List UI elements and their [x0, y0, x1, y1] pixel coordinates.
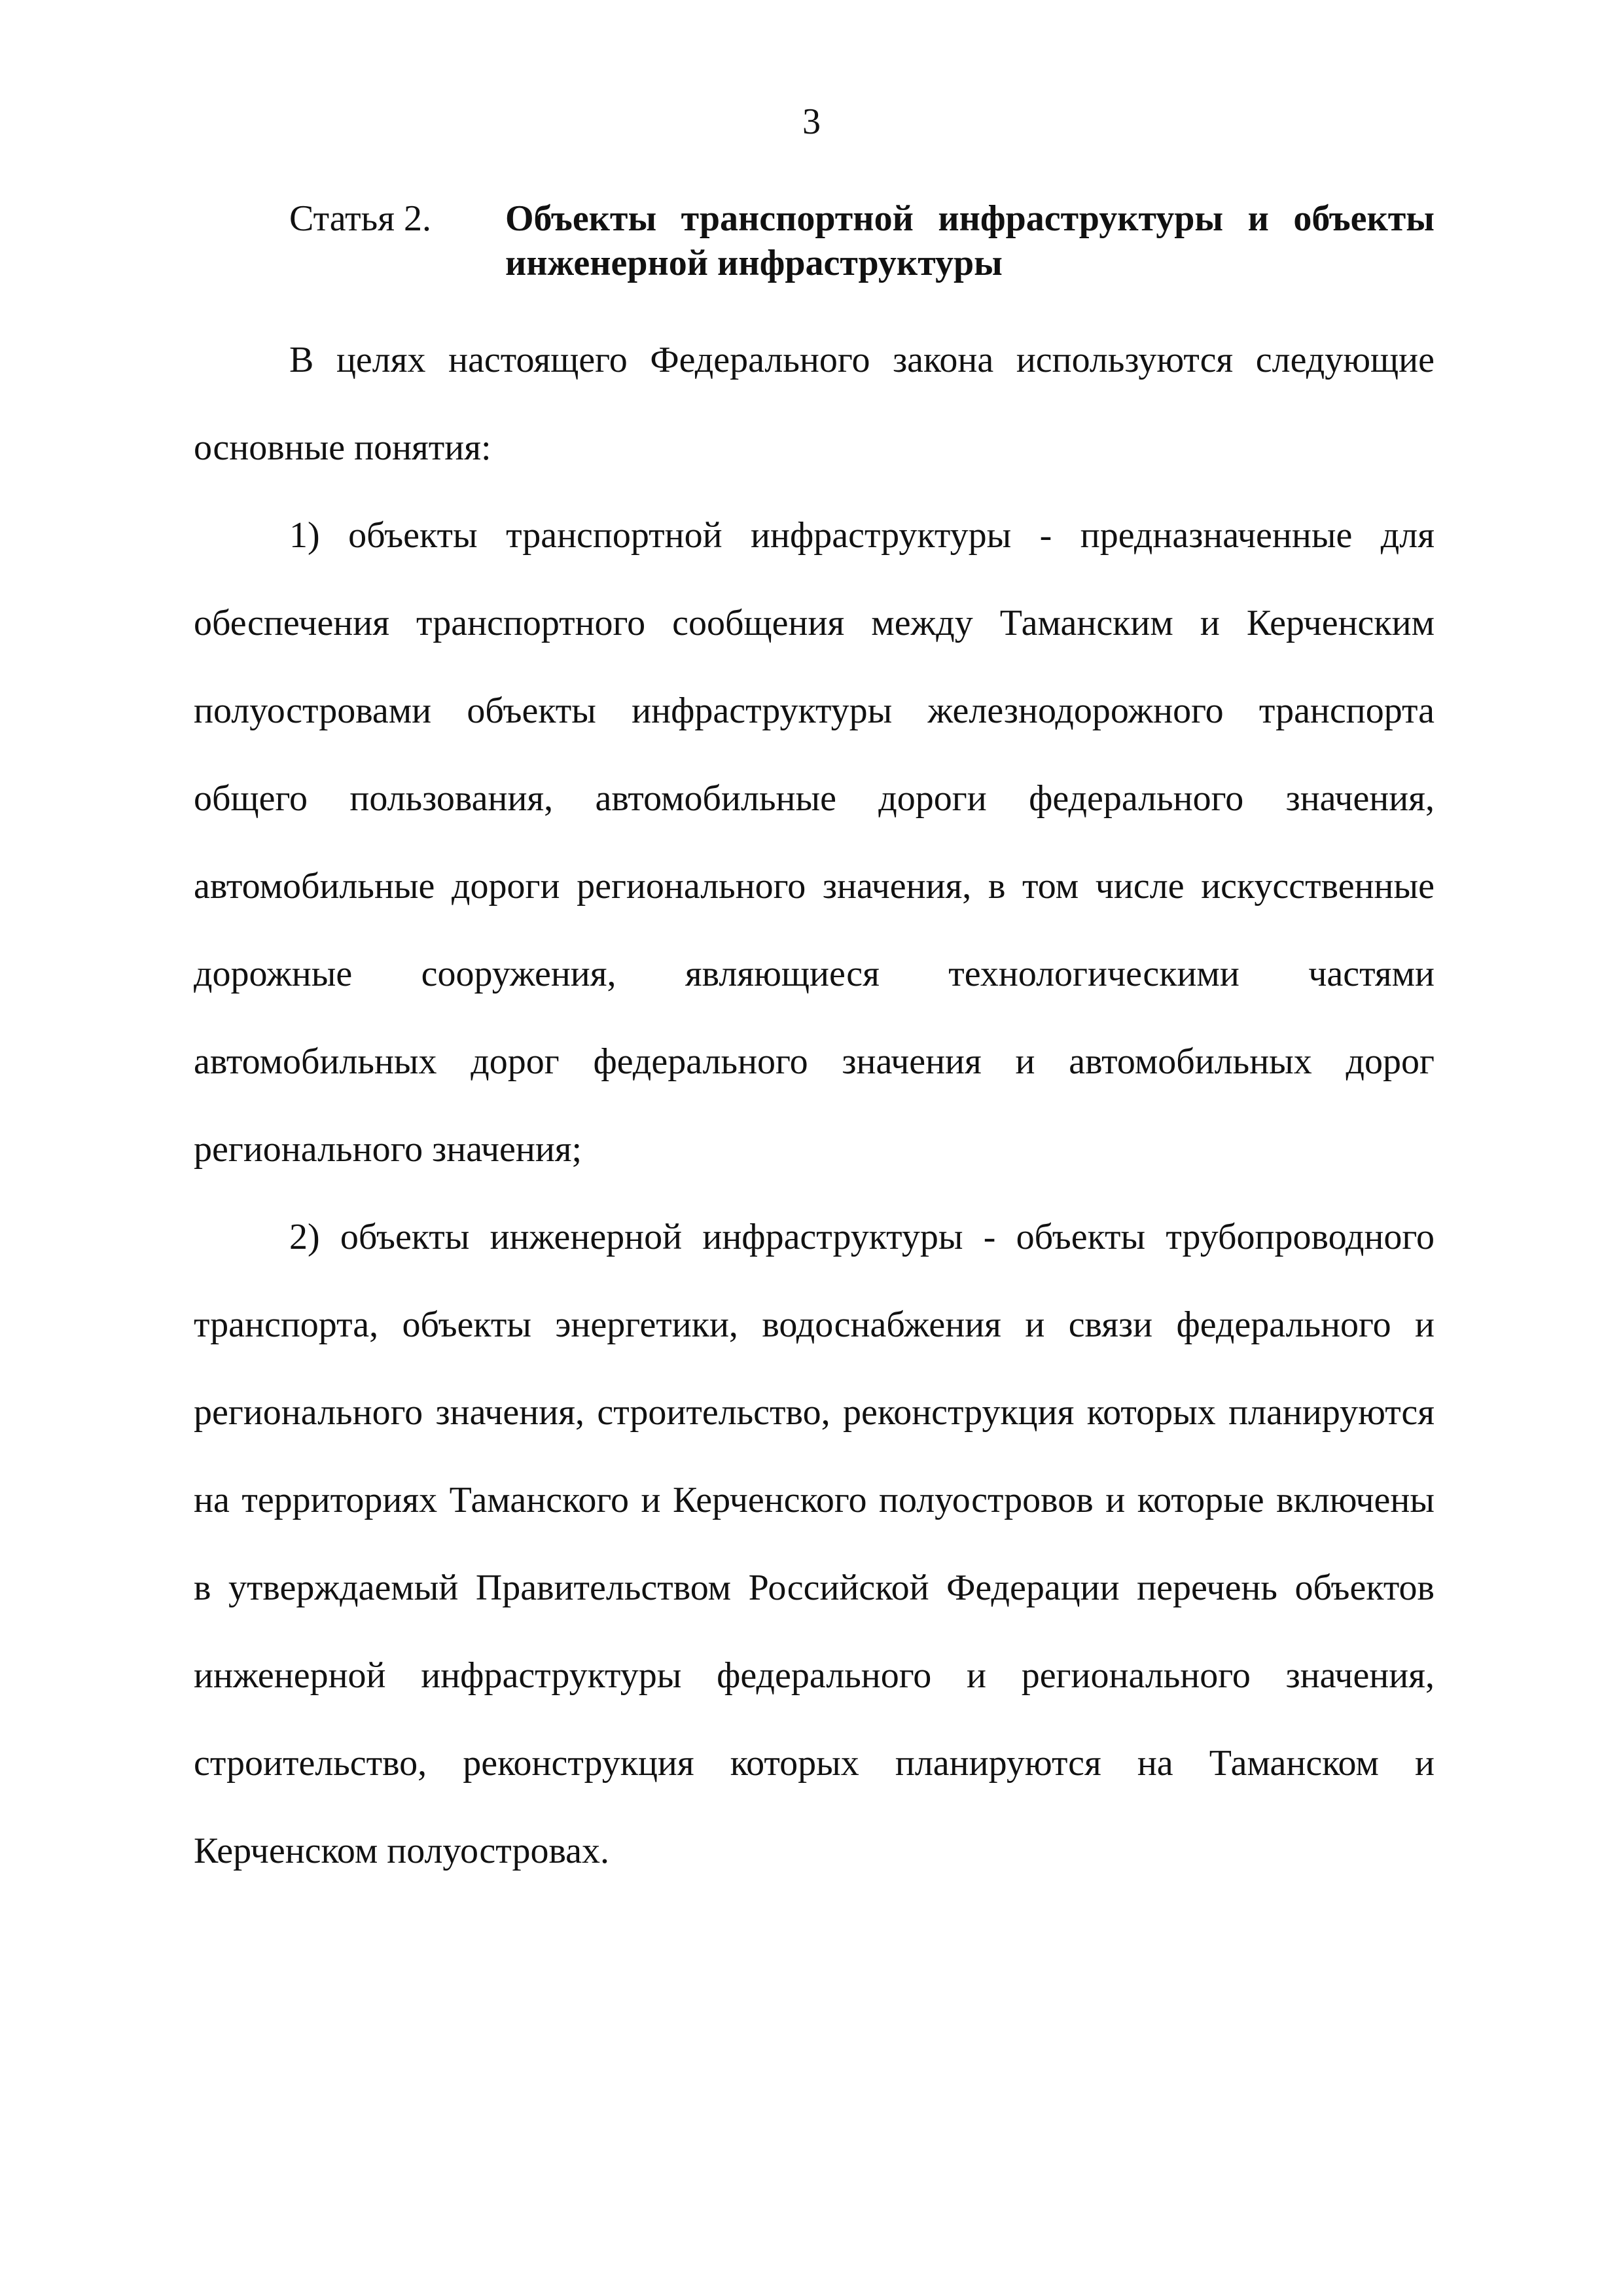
article-number: Статья 2.	[289, 198, 431, 239]
definition-engineering-infrastructure: 2) объекты инженерной инфраструктуры - объекты трубопроводного транспорта, объекты энергетики, водоснабжения и связи федерального и регионального значения, строительство, реконструкция которых планируются на территориях Таманского и Керченского полуостровов и которые включены в утверждаемый Правительством Российской Федерации перечень объектов инженерной инфраструктуры федерального и регионального значения, строительство, реконструкция которых планируются на Таманском и Керченском полуостровах.	[194, 1217, 1435, 1871]
definition-transport-infrastructure: 1) объекты транспортной инфраструктуры - предназначенные для обеспечения транспортного сообщения между Таманским и Керченским полуостровами объекты инфраструктуры железнодорожного транспорта общего пользования, автомобильные дороги федерального значения, автомобильные дороги регионального значения, в том числе искусственные дорожные сооружения, являющиеся технологическими частями автомобильных дорог федерального значения и автомобильных дорог регионального значения;	[194, 515, 1435, 1170]
article-body	[194, 316, 1435, 1895]
page-number: 3	[802, 101, 821, 142]
intro-paragraph: В целях настоящего Федерального закона используются следующие основные понятия:	[194, 340, 1435, 468]
article-title: Объекты транспортной инфраструктуры и объекты инженерной инфраструктуры	[505, 198, 1435, 283]
